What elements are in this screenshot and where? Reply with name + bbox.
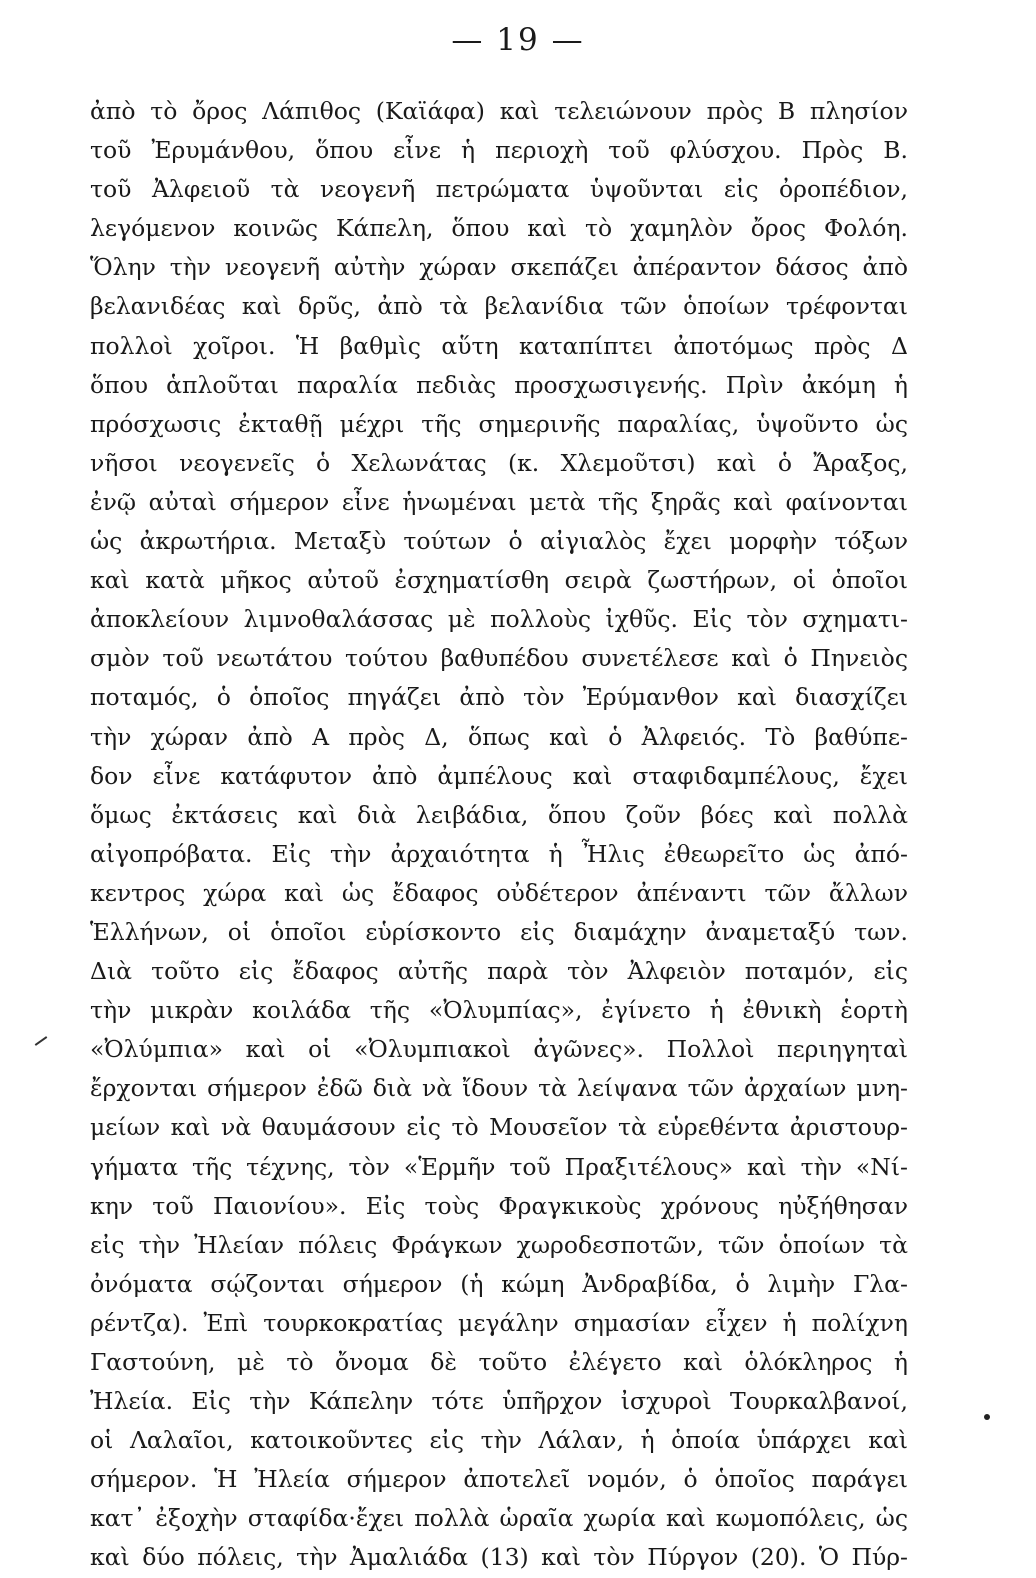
margin-dot-mark (984, 1414, 990, 1420)
body-text (90, 92, 908, 1578)
text-line: Γαστούνη, μὲ τὸ ὄνομα δὲ τοῦτο ἐλέγετο καὶ ὁλόκληρος ἡ (90, 1348, 908, 1376)
text-line: τοῦ Ἐρυμάνθου, ὅπου εἶνε ἡ περιοχὴ τοῦ φλύσχου. Πρὸς Β. (90, 136, 908, 165)
text-line: αἰγοπρόβατα. Εἰς τὴν ἀρχαιότητα ἡ Ἦλις ἐθεωρεῖτο ὡς ἀπό- (90, 839, 908, 868)
text-line: ὅπου ἁπλοῦται παραλία πεδιὰς προσχωσιγενής. Πρὶν ἀκόμη ἡ (90, 370, 908, 399)
text-line: βελανιδέας καὶ δρῦς, ἀπὸ τὰ βελανίδια τῶν ὁποίων τρέφονται (90, 292, 908, 321)
text-line: πρόσχωσις ἐκταθῇ μέχρι τῆς σημερινῆς παραλίας, ὑψοῦντο ὡς (90, 409, 908, 438)
text-line: Ἑλλήνων, οἱ ὁποῖοι εὑρίσκοντο εἰς διαμάχην ἀναμεταξύ των. (90, 917, 908, 946)
text-line: κεντρος χώρα καὶ ὡς ἔδαφος οὐδέτερον ἀπέναντι τῶν ἄλλων (90, 878, 908, 907)
text-line: ἐνῷ αὐταὶ σήμερον εἶνε ἡνωμέναι μετὰ τῆς ξηρᾶς καὶ φαίνονται (90, 487, 908, 516)
text-line: καὶ κατὰ μῆκος αὐτοῦ ἐσχηματίσθη σειρὰ ζωστήρων, οἱ ὁποῖοι (90, 566, 908, 595)
text-line: σμὸν τοῦ νεωτάτου τούτου βαθυπέδου συνετέλεσε καὶ ὁ Πηνειὸς (90, 644, 908, 673)
text-line: νῆσοι νεογενεῖς ὁ Χελωνάτας (κ. Χλεμοῦτσι) καὶ ὁ Ἄραξος, (90, 448, 908, 477)
text-line: ἔρχονται σήμερον ἐδῶ διὰ νὰ ἴδουν τὰ λείψανα τῶν ἀρχαίων μνη- (90, 1074, 908, 1103)
text-line: σήμερον. Ἡ Ἠλεία σήμερον ἀποτελεῖ νομόν, ὁ ὁποῖος παράγει (90, 1465, 908, 1494)
text-line: δον εἶνε κατάφυτον ἀπὸ ἀμπέλους καὶ σταφιδαμπέλους, ἔχει (90, 761, 908, 790)
text-line: ἀποκλείουν λιμνοθαλάσσας μὲ πολλοὺς ἰχθῦς. Εἰς τὸν σχηματι- (90, 605, 908, 634)
margin-pencil-mark (35, 1036, 48, 1046)
text-line: ἀπὸ τὸ ὄρος Λάπιθος (Καϊάφα) καὶ τελειώνουν πρὸς Β πλησίον (90, 97, 908, 125)
text-line: τοῦ Ἀλφειοῦ τὰ νεογενῆ πετρώματα ὑψοῦνται εἰς ὀροπέδιον, (90, 175, 908, 204)
text-line: ρέντζα). Ἐπὶ τουρκοκρατίας μεγάλην σημασίαν εἶχεν ἡ πολίχνη (90, 1308, 908, 1337)
text-line: εἰς τὴν Ἠλείαν πόλεις Φράγκων χωροδεσποτῶν, τῶν ὁποίων τὰ (90, 1230, 908, 1259)
text-line: κατ᾽ ἐξοχὴν σταφίδα·ἔχει πολλὰ ὡραῖα χωρία καὶ κωμοπόλεις, ὡς (90, 1504, 908, 1533)
page-number: — 19 — (451, 22, 585, 58)
text-line: πολλοὶ χοῖροι. Ἡ βαθμὶς αὕτη καταπίπτει ἀποτόμως πρὸς Δ (90, 331, 908, 360)
text-line: γήματα τῆς τέχνης, τὸν «Ἑρμῆν τοῦ Πραξιτέλους» καὶ τὴν «Νί- (90, 1152, 908, 1181)
text-line: τὴν χώραν ἀπὸ Α πρὸς Δ, ὅπως καὶ ὁ Ἀλφειός. Τὸ βαθύπε- (90, 722, 908, 751)
text-line: μείων καὶ νὰ θαυμάσουν εἰς τὸ Μουσεῖον τὰ εὑρεθέντα ἀριστουρ- (90, 1113, 908, 1142)
text-line: λεγόμενον κοινῶς Κάπελη, ὅπου καὶ τὸ χαμηλὸν ὄρος Φολόη. (90, 214, 908, 243)
text-line: Διὰ τοῦτο εἰς ἔδαφος αὐτῆς παρὰ τὸν Ἀλφειὸν ποταμόν, εἰς (90, 957, 908, 986)
text-line: οἱ Λαλαῖοι, κατοικοῦντες εἰς τὴν Λάλαν, ἡ ὁποία ὑπάρχει καὶ (90, 1426, 908, 1455)
text-line: «Ὀλύμπια» καὶ οἱ «Ὀλυμπιακοὶ ἀγῶνες». Πολλοὶ περιηγηταὶ (90, 1035, 908, 1064)
text-line: κην τοῦ Παιονίου». Εἰς τοὺς Φραγκικοὺς χρόνους ηὐξήθησαν (90, 1191, 908, 1220)
text-line: Ὅλην τὴν νεογενῆ αὐτὴν χώραν σκεπάζει ἀπέραντον δάσος ἀπὸ (90, 253, 908, 282)
text-line: Ἠλεία. Εἰς τὴν Κάπελην τότε ὑπῆρχον ἰσχυροὶ Τουρκαλβανοί, (90, 1387, 908, 1416)
text-line: ὡς ἀκρωτήρια. Μεταξὺ τούτων ὁ αἰγιαλὸς ἔχει μορφὴν τόξων (90, 527, 908, 556)
text-line: τὴν μικρὰν κοιλάδα τῆς «Ὀλυμπίας», ἐγίνετο ἡ ἐθνικὴ ἑορτὴ (90, 996, 908, 1025)
text-line: ὅμως ἐκτάσεις καὶ διὰ λειβάδια, ὅπου ζοῦν βόες καὶ πολλὰ (90, 800, 908, 829)
text-line: ὀνόματα σῴζονται σήμερον (ἡ κώμη Ἀνδραβίδα, ὁ λιμὴν Γλα- (90, 1269, 908, 1298)
text-line: ποταμός, ὁ ὁποῖος πηγάζει ἀπὸ τὸν Ἐρύμανθον καὶ διασχίζει (90, 683, 908, 712)
text-line: καὶ δύο πόλεις, τὴν Ἀμαλιάδα (13) καὶ τὸν Πύργον (20). Ὁ Πύρ- (90, 1543, 908, 1572)
